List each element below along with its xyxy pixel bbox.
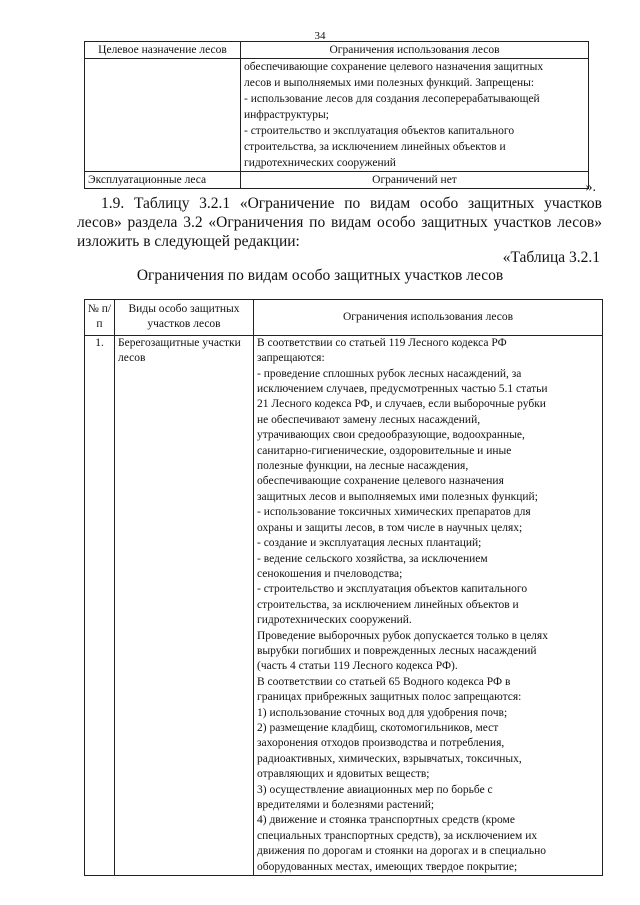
text-line: санитарно-гигиенические, оздоровительные и иные — [257, 444, 512, 457]
text-line: 2) размещение кладбищ, скотомогильников, мест — [257, 721, 499, 734]
text-line: В соответствии со статьей 119 Лесного кодекса РФ — [257, 336, 507, 349]
text-line: границах прибрежных защитных полос запрещаются: — [257, 691, 522, 704]
header-restrictions: Ограничения использования лесов — [254, 300, 603, 336]
text-line: инфраструктуры; — [244, 109, 329, 121]
text-line: защитных лесов и выполняемых ими полезных функций; — [257, 490, 538, 503]
text-line: специальных транспортных средств), за исключением их — [257, 829, 538, 842]
text-line: радиоактивных, химических, взрывчатых, токсичных, — [257, 752, 522, 765]
text-line: захоронения отходов производства и потребления, — [257, 737, 505, 750]
cell-empty — [85, 59, 241, 172]
text-line: - строительство и эксплуатация объектов капитального — [244, 125, 515, 137]
text-line: обеспечивающие сохранение целевого назначения — [257, 475, 504, 488]
table-row — [85, 172, 589, 189]
text-line: не обеспечивают замену лесных насаждений, — [257, 413, 481, 426]
text-line: вредителями и болезнями растений; — [257, 799, 435, 811]
text-line: 1) использование сточных вод для удобрения почв; — [257, 706, 508, 719]
text-line: 3) осуществление авиационных мер по борьбе с — [257, 783, 493, 796]
text-line: гидротехнических сооружений. — [257, 614, 412, 627]
cell-no-restrictions: Ограничений нет — [241, 172, 589, 189]
header-number: № п/п — [85, 300, 115, 336]
text-line: полезные функции, на лесные насаждения, — [257, 460, 469, 473]
closing-quote: ». — [585, 180, 596, 195]
text-line: строительства, за исключением линейных объектов и — [257, 598, 519, 611]
text-line: - использование токсичных химических препаратов для — [257, 506, 531, 519]
text-line: гидротехнических сооружений — [244, 157, 396, 169]
text-line: движения по дорогам и стоянки на дорогах и в специально — [257, 845, 547, 858]
text-line: обеспечивающие сохранение целевого назначения защитных — [244, 61, 544, 73]
continued-table — [84, 41, 589, 189]
cell-restrictions — [254, 335, 603, 875]
text-line: отравляющих и ядовитых веществ; — [257, 768, 430, 781]
text-line: - ведение сельского хозяйства, за исключением — [257, 552, 488, 565]
restrictions-table — [84, 299, 603, 876]
table-header-row — [85, 300, 603, 336]
page-number: 34 — [314, 30, 326, 42]
text-line: Проведение выборочных рубок допускается только в целях — [257, 629, 548, 642]
header-kind: Виды особо защитных участков лесов — [115, 300, 254, 336]
table-label: «Таблица 3.2.1 — [502, 249, 600, 266]
cell-forest-type: Эксплуатационные леса — [85, 172, 241, 189]
text-line: - использование лесов для создания лесоперерабатывающей — [244, 93, 540, 105]
text-line: В соответствии со статьей 65 Водного кодекса РФ в — [257, 675, 511, 688]
text-line: лесов и выполняемых ими полезных функций. Запрещены: — [244, 77, 535, 89]
cell-number: 1. — [85, 335, 115, 875]
text-line: - создание и эксплуатация лесных плантаций; — [257, 537, 482, 550]
text-line: вырубки погибших и поврежденных лесных насаждений — [257, 644, 537, 657]
text-line: сенокошения и пчеловодства; — [257, 567, 403, 580]
text-line: - проведение сплошных рубок лесных насаждений, за — [257, 367, 522, 380]
table-title: Ограничения по видам особо защитных участков лесов — [136, 267, 504, 284]
header-purpose: Целевое назначение лесов — [85, 42, 241, 59]
table-header-row — [85, 42, 589, 59]
table-row — [85, 59, 589, 172]
text-line: строительства, за исключением линейных объектов и — [244, 141, 506, 153]
cell-kind: Берегозащитные участки лесов — [115, 335, 254, 875]
text-line: 4) движение и стоянка транспортных средств (кроме — [257, 814, 515, 827]
header-restrictions: Ограничения использования лесов — [241, 42, 589, 59]
cell-restrictions-continued — [241, 59, 589, 172]
text-line: (часть 4 статьи 119 Лесного кодекса РФ). — [257, 660, 458, 673]
text-line: охраны и защиты лесов, в том числе в научных целях; — [257, 521, 523, 534]
text-line: исключением случаев, предусмотренных частью 5.1 статьи — [257, 383, 548, 396]
amendment-paragraph: 1.9. Таблицу 3.2.1 «Ограничение по видам особо защитных участков лесов» раздела 3.2 «Ограничения по видам особо защитных участков лесов» изложить в следующей редакции: — [77, 195, 602, 250]
text-line: запрещаются: — [257, 352, 325, 365]
text-line: оборудованных местах, имеющих твердое покрытие; — [257, 860, 518, 873]
text-line: - строительство и эксплуатация объектов капитального — [257, 583, 528, 596]
text-line: утрачивающих свои средообразующие, водоохранные, — [257, 429, 525, 442]
text-line: 21 Лесного кодекса РФ, и случаев, если выборочные рубки — [257, 398, 546, 411]
table-row — [85, 335, 603, 875]
